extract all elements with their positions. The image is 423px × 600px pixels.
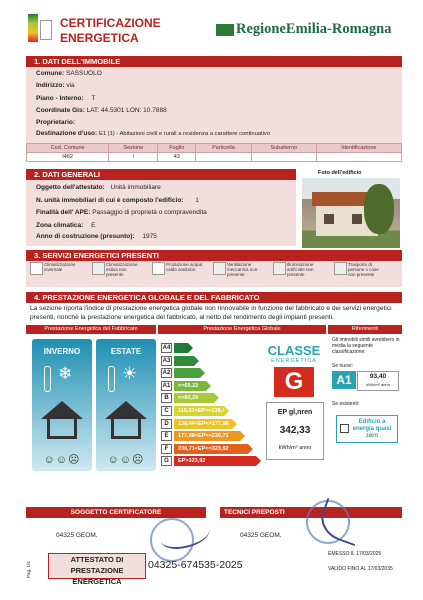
pag-number: Pag. 1/4 xyxy=(26,561,31,578)
zona-row: Zona climatica: E xyxy=(36,222,96,229)
catasto-value-row: I462 / 43 xyxy=(27,153,402,162)
classe-value: G xyxy=(284,368,304,395)
signature-icon xyxy=(158,519,211,552)
ref-value-box xyxy=(357,371,399,391)
classe-title: CLASSE xyxy=(267,343,321,358)
class-label: A2 xyxy=(162,370,171,377)
ref-text: Gli immobili simili avrebbero in media la seguente classificazione: xyxy=(332,337,400,355)
comune-value: SASSUOLO xyxy=(65,70,102,77)
emesso-date: EMESSO IL 17/03/2025 xyxy=(328,551,382,557)
nunita-row: N. unità immobiliari di cui è composto l'edificio: 1 xyxy=(36,197,199,204)
class-label: A3 xyxy=(162,357,171,364)
indirizzo-value: via xyxy=(66,82,75,89)
smiley-icons: ☺☺☹ xyxy=(43,454,81,466)
service-label: Climatizzazione estiva non presente xyxy=(106,262,138,277)
class-band-tip xyxy=(188,343,193,353)
riferimenti-panel xyxy=(330,337,402,475)
ref-esistenti: Se esistenti: xyxy=(332,401,360,407)
attestato-line2: PRESTAZIONE ENERGETICA xyxy=(70,566,124,586)
finalita-row: Finalità dell' APE: Passaggio di proprietà o compravendita xyxy=(36,209,207,216)
ref-value: 93,40 xyxy=(369,373,387,380)
service-label: Produzione acqua calda sanitaria xyxy=(166,262,203,272)
ep-unit: kWh/m² anno xyxy=(278,445,312,451)
nzeb-check-icon xyxy=(340,424,349,433)
anno-row: Anno di costruzione (presunto): 1975 xyxy=(36,233,157,240)
cert-number: 04325-674535-2025 xyxy=(148,559,243,571)
snowflake-icon: ❄ xyxy=(58,364,73,383)
section-4-header: 4. PRESTAZIONE ENERGETICA GLOBALE E DEL FABBRICATO xyxy=(26,292,402,303)
nunita-value: 1 xyxy=(195,197,199,204)
class-band: 138,44<EP<=177,98 xyxy=(174,419,232,429)
attestato-box xyxy=(48,553,146,586)
ep-label: EP gl,nren xyxy=(277,409,313,416)
class-band: EP>323,92 xyxy=(174,456,256,466)
section-1-header: 1. DATI DELL'IMMOBILE xyxy=(26,56,402,67)
destinazione-value: E1 (1) - Abitazioni civili e rurali a residenza a carattere continuativo xyxy=(98,131,271,137)
section-3-header: 3. SERVIZI ENERGETICI PRESENTI xyxy=(26,250,402,261)
class-label: C xyxy=(161,406,172,416)
class-band: <=92,29 xyxy=(174,393,214,403)
class-band: 115,37<EP<=138,44 xyxy=(174,406,224,416)
destinazione-row: Destinazione d'uso: E1 (1) - Abitazioni civili e rurali a residenza a carattere continuativo xyxy=(36,130,271,137)
service-icon xyxy=(92,262,105,275)
class-band-tip xyxy=(206,381,211,391)
estate-label: ESTATE xyxy=(110,347,142,356)
class-label: A4 xyxy=(162,345,171,351)
ep-box xyxy=(266,402,324,460)
attestato-line1: ATTESTATO DI xyxy=(70,555,124,564)
service-label: Ventilazione meccanica non presente xyxy=(227,262,258,277)
nzeb-label: Edificio a energia quasi zero xyxy=(352,419,392,439)
tecnici-code: 04325 GEOM. xyxy=(240,532,282,539)
indirizzo-row: Indirizzo: via xyxy=(36,82,75,89)
service-icon xyxy=(152,262,165,275)
service-icon xyxy=(334,262,347,275)
catasto-table xyxy=(26,143,402,162)
oggetto-value: Unità immobiliare xyxy=(110,184,161,191)
inverno-label: INVERNO xyxy=(43,347,81,356)
sun-icon: ☀ xyxy=(122,364,138,383)
class-label: B xyxy=(161,393,172,403)
service-icon xyxy=(213,262,226,275)
class-label: E xyxy=(161,431,172,441)
service-label: Trasporto di persone o cose non presente xyxy=(348,262,379,277)
ep-value: 342,33 xyxy=(279,425,311,436)
thermometer-cold-icon xyxy=(44,366,51,392)
sec4-description: La sezione riporta l'indice di prestazione energetica globale non rinnovabile in funzione del fabbricato e dei servizi energetici presenti, nonchè la prestazione energetica del fabbricato, al netto del rendimento degli impianti presenti. xyxy=(30,305,392,321)
class-band-tip xyxy=(256,456,261,466)
thermometer-hot-icon xyxy=(108,366,115,392)
cert-title-2: ENERGETICA xyxy=(60,31,139,45)
estate-panel xyxy=(96,339,156,471)
class-band: 177,98<EP<=230,71 xyxy=(174,431,240,441)
class-band: 230,71<EP<=323,92 xyxy=(174,444,248,454)
ref-unit: kWh/m² anno xyxy=(366,382,390,387)
service-icon xyxy=(30,262,43,275)
tecnici-header: TECNICI PREPOSTI xyxy=(220,507,402,518)
ape-logo-icon xyxy=(26,14,54,44)
class-band-tip xyxy=(214,393,219,403)
ref-class: A1 xyxy=(336,373,352,387)
proprietario-row: Proprietario: xyxy=(36,119,76,126)
house-icon xyxy=(105,401,147,419)
region-logo-icon xyxy=(216,24,234,36)
classe-subtitle: ENERGETICA xyxy=(271,358,317,364)
class-label: D xyxy=(161,419,172,429)
class-label: G xyxy=(161,456,172,466)
class-band-tip xyxy=(248,444,253,454)
section-2-header: 2. DATI GENERALI xyxy=(26,169,296,180)
piano-value: T xyxy=(91,95,96,102)
class-band xyxy=(174,368,200,378)
comune-row: Comune: SASSUOLO xyxy=(36,70,102,77)
class-band xyxy=(174,343,188,353)
ref-nuovi: Se nuovi: xyxy=(332,363,353,369)
ref-class-badge xyxy=(332,371,356,389)
class-band xyxy=(174,356,194,366)
valido-date: VALIDO FINO AL 17/03/2035 xyxy=(328,566,393,572)
photo-label: Foto dell'edificio xyxy=(318,170,362,176)
soggetto-header: SOGGETTO CERTIFICATORE xyxy=(26,507,206,518)
class-band-tip xyxy=(240,431,245,441)
building-photo xyxy=(302,178,400,248)
gis-row: Coordinate Gis: LAT: 44.5301 LON: 10.7888 xyxy=(36,107,167,114)
piano-row: Piano - Interno: T xyxy=(36,95,96,102)
col-fabbricato-header: Prestazione Energetica del Fabbricato xyxy=(26,325,156,334)
region-name: RegioneEmilia-Romagna xyxy=(236,21,392,37)
col-riferimenti-header: Riferimenti xyxy=(328,325,402,334)
service-label: Climatizzazione invernale xyxy=(44,262,76,272)
zona-value: E xyxy=(91,222,96,229)
classe-value-badge xyxy=(274,367,314,397)
classe-box xyxy=(262,339,326,471)
service-label: Illuminazione artificiale non presente xyxy=(287,262,314,277)
service-icon xyxy=(273,262,286,275)
inverno-panel xyxy=(32,339,92,471)
smiley-icons: ☺☺☹ xyxy=(107,454,145,466)
oggetto-row: Oggetto dell'attestato: Unità immobiliare xyxy=(36,184,161,191)
class-band-tip xyxy=(200,368,205,378)
catasto-header-row: Cod. Comune Sezione Foglio Particella Subalterno Identificazione xyxy=(27,144,402,153)
class-band-tip xyxy=(232,419,237,429)
nzeb-badge xyxy=(336,415,398,443)
class-band: <=69,22 xyxy=(174,381,206,391)
class-band-tip xyxy=(194,356,199,366)
col-globale-header: Prestazione Energetica Globale xyxy=(158,325,326,334)
class-label: F xyxy=(161,444,172,454)
cert-title-1: CERTIFICAZIONE xyxy=(60,16,161,30)
gis-value: LAT: 44.5301 LON: 10.7888 xyxy=(86,107,167,114)
finalita-value: Passaggio di proprietà o compravendita xyxy=(92,209,207,216)
soggetto-code: 04325 GEOM. xyxy=(56,532,98,539)
class-band-tip xyxy=(224,406,229,416)
anno-value: 1975 xyxy=(142,233,157,240)
house-icon xyxy=(41,401,83,419)
class-label: A1 xyxy=(162,382,171,389)
